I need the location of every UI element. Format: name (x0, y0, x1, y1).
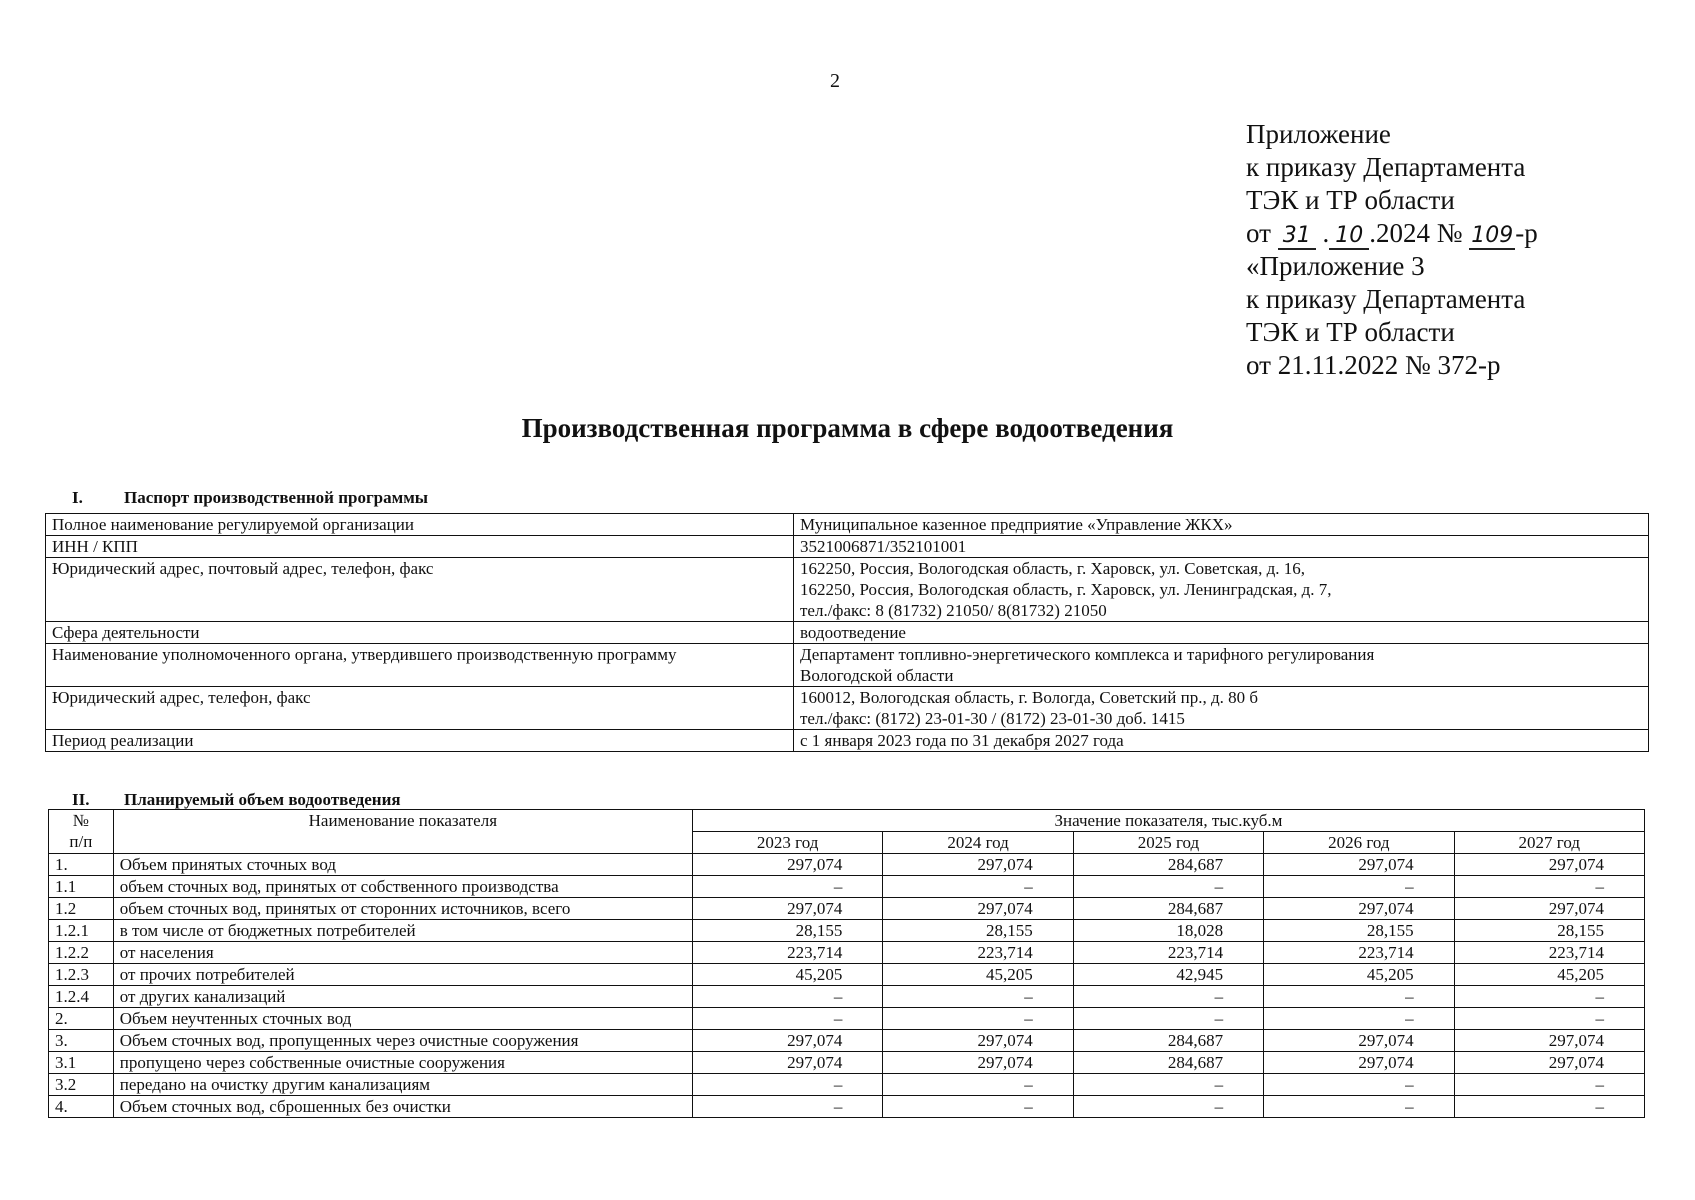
col-num-label-2: п/п (69, 832, 93, 851)
value-text: 223,714 (1167, 943, 1224, 962)
value-text: 297,074 (787, 1031, 843, 1050)
passport-value-line: водоотведение (800, 623, 906, 642)
value-cell (692, 898, 882, 920)
value-text: – (1595, 1009, 1604, 1028)
value-text: – (1214, 1097, 1224, 1116)
row-name: от прочих потребителей (113, 964, 692, 986)
value-cell (692, 1052, 882, 1074)
value-text: 297,074 (1548, 1031, 1604, 1050)
year-header: 2025 год (1073, 832, 1263, 854)
passport-value-line: тел./факс: (8172) 23-01-30 / (8172) 23-01-30 доб. 1415 (800, 709, 1185, 728)
value-text: – (1214, 1075, 1224, 1094)
appendix-date-line (1246, 217, 1538, 250)
value-cell (1454, 942, 1644, 964)
row-name: Объем принятых сточных вод (113, 854, 692, 876)
value-text: – (833, 987, 843, 1006)
value-text: 223,714 (1358, 943, 1414, 962)
row-number: 1.2.2 (49, 942, 114, 964)
row-name: в том числе от бюджетных потребителей (113, 920, 692, 942)
value-text: – (1595, 987, 1604, 1006)
value-text: 297,074 (977, 855, 1033, 874)
value-text: – (1024, 1009, 1033, 1028)
appendix-line: к приказу Департамента (1246, 284, 1526, 314)
document-title: Производственная программа в сфере водоотведения (521, 413, 1174, 443)
value-text: – (1405, 1075, 1414, 1094)
value-cell (1073, 1074, 1263, 1096)
passport-label: Период реализации (46, 730, 794, 752)
passport-label: ИНН / КПП (46, 536, 794, 558)
passport-value-line: тел./факс: 8 (81732) 21050/ 8(81732) 21050 (800, 601, 1107, 620)
row-name: от населения (113, 942, 692, 964)
value-text: 223,714 (1548, 943, 1604, 962)
appendix-line: Приложение (1246, 119, 1391, 149)
value-cell (1073, 898, 1263, 920)
value-text: 297,074 (1548, 855, 1604, 874)
value-text: 297,074 (1358, 1031, 1414, 1050)
value-cell (1264, 1030, 1454, 1052)
value-cell (1454, 1052, 1644, 1074)
section-title: Планируемый объем водоотведения (124, 790, 401, 809)
value-cell (883, 1096, 1073, 1118)
value-cell (1073, 942, 1263, 964)
value-cell (883, 1030, 1073, 1052)
value-cell (883, 942, 1073, 964)
passport-row (46, 644, 1649, 687)
table-row (49, 898, 1645, 920)
table-row (49, 986, 1645, 1008)
value-cell (692, 1008, 882, 1030)
value-cell (692, 1030, 882, 1052)
appendix-line: к приказу Департамента (1246, 152, 1526, 182)
passport-value-line: 162250, Россия, Вологодская область, г. Харовск, ул. Ленинградская, д. 7, (800, 580, 1332, 599)
section-number: II. (72, 790, 90, 809)
appendix-line: «Приложение 3 (1246, 251, 1425, 281)
value-text: – (1405, 877, 1414, 896)
value-cell (1264, 898, 1454, 920)
value-cell (1073, 1030, 1263, 1052)
table-row (49, 920, 1645, 942)
value-cell (883, 876, 1073, 898)
value-cell (1264, 876, 1454, 898)
appendix-line: ТЭК и ТР области (1246, 317, 1455, 347)
value-cell (1264, 942, 1454, 964)
value-text: 42,945 (1176, 965, 1224, 984)
table-row (49, 1074, 1645, 1096)
date-dot: . (1322, 218, 1330, 248)
passport-table (45, 513, 1649, 752)
value-text: 45,205 (795, 965, 843, 984)
row-name: передано на очистку другим канализациям (113, 1074, 692, 1096)
value-cell (692, 1074, 882, 1096)
value-cell (692, 986, 882, 1008)
handwritten-month: 10 (1329, 224, 1369, 250)
row-name: пропущено через собственные очистные сооружения (113, 1052, 692, 1074)
passport-value (794, 644, 1649, 687)
passport-label: Сфера деятельности (46, 622, 794, 644)
row-name: от других канализаций (113, 986, 692, 1008)
value-cell (1264, 964, 1454, 986)
table-row (49, 964, 1645, 986)
passport-value (794, 730, 1649, 752)
value-cell (1264, 920, 1454, 942)
value-cell (1073, 920, 1263, 942)
value-cell (1073, 986, 1263, 1008)
value-text: 297,074 (1548, 1053, 1604, 1072)
row-number: 1.2.3 (49, 964, 114, 986)
table-row (49, 1030, 1645, 1052)
value-text: 45,205 (986, 965, 1033, 984)
row-name: Объем неучтенных сточных вод (113, 1008, 692, 1030)
year-header: 2023 год (692, 832, 882, 854)
value-cell (692, 1096, 882, 1118)
value-text: – (1405, 987, 1414, 1006)
value-text: – (833, 1009, 843, 1028)
passport-row (46, 514, 1649, 536)
value-cell (1073, 1052, 1263, 1074)
value-cell (1264, 1008, 1454, 1030)
year-header: 2026 год (1264, 832, 1454, 854)
value-text: 28,155 (1366, 921, 1414, 940)
row-number: 3.1 (49, 1052, 114, 1074)
value-text: 28,155 (795, 921, 843, 940)
value-text: 223,714 (787, 943, 843, 962)
value-text: 297,074 (787, 899, 843, 918)
value-cell (1073, 854, 1263, 876)
value-text: 297,074 (1358, 899, 1414, 918)
row-name: Объем сточных вод, сброшенных без очистки (113, 1096, 692, 1118)
value-text: – (1595, 877, 1604, 896)
value-cell (1454, 964, 1644, 986)
value-text: – (1024, 877, 1033, 896)
passport-value-line: Департамент топливно-энергетического комплекса и тарифного регулирования (800, 645, 1375, 664)
passport-value (794, 514, 1649, 536)
value-cell (692, 854, 882, 876)
value-cell (1264, 1074, 1454, 1096)
page-number: 2 (830, 70, 840, 92)
value-text: 297,074 (787, 855, 843, 874)
passport-row (46, 536, 1649, 558)
value-text: 297,074 (977, 1053, 1033, 1072)
row-number: 1. (49, 854, 114, 876)
value-text: 45,205 (1366, 965, 1414, 984)
value-text: 297,074 (977, 899, 1033, 918)
passport-value-line: с 1 января 2023 года по 31 декабря 2027 года (800, 731, 1124, 750)
value-text: 284,687 (1167, 855, 1224, 874)
table-row (49, 876, 1645, 898)
value-text: 297,074 (977, 1031, 1033, 1050)
value-text: – (1595, 1075, 1604, 1094)
value-text: – (1595, 1097, 1604, 1116)
col-num-label: № (72, 811, 89, 830)
row-number: 2. (49, 1008, 114, 1030)
value-cell (1454, 1008, 1644, 1030)
value-cell (692, 964, 882, 986)
passport-value (794, 622, 1649, 644)
value-text: 28,155 (1557, 921, 1604, 940)
passport-value-line: Вологодской области (800, 666, 954, 685)
value-text: 284,687 (1167, 1031, 1224, 1050)
value-cell (1454, 1074, 1644, 1096)
table-row (49, 1096, 1645, 1118)
row-name: Объем сточных вод, пропущенных через очистные сооружения (113, 1030, 692, 1052)
value-cell (1073, 1096, 1263, 1118)
value-text: 297,074 (1358, 1053, 1414, 1072)
value-text: 223,714 (977, 943, 1033, 962)
value-text: – (1024, 1097, 1033, 1116)
appendix-line: от 21.11.2022 № 372-р (1246, 350, 1501, 380)
value-cell (1454, 986, 1644, 1008)
appendix-line: ТЭК и ТР области (1246, 185, 1455, 215)
row-number: 1.2.4 (49, 986, 114, 1008)
value-text: – (1214, 877, 1224, 896)
passport-label: Юридический адрес, почтовый адрес, телефон, факс (46, 558, 794, 622)
col-name-header: Наименование показателя (113, 810, 692, 854)
col-value-header: Значение показателя, тыс.куб.м (692, 810, 1644, 832)
volume-table (48, 809, 1645, 1118)
value-text: 18,028 (1176, 921, 1224, 940)
value-cell (883, 1074, 1073, 1096)
passport-value-line: 162250, Россия, Вологодская область, г. Харовск, ул. Советская, д. 16, (800, 559, 1306, 578)
table-row (49, 854, 1645, 876)
value-text: – (833, 1097, 843, 1116)
passport-row (46, 622, 1649, 644)
value-text: 284,687 (1167, 899, 1224, 918)
passport-row (46, 558, 1649, 622)
order-suffix: -р (1515, 218, 1538, 248)
value-text: – (833, 877, 843, 896)
table-row (49, 942, 1645, 964)
value-text: 297,074 (1358, 855, 1414, 874)
value-cell (692, 920, 882, 942)
value-cell (1264, 986, 1454, 1008)
row-name: объем сточных вод, принятых от собственного производства (113, 876, 692, 898)
value-cell (1454, 1030, 1644, 1052)
value-cell (1073, 876, 1263, 898)
value-cell (1454, 854, 1644, 876)
value-cell (692, 876, 882, 898)
passport-value-line: 3521006871/352101001 (800, 537, 967, 556)
value-text: 284,687 (1167, 1053, 1224, 1072)
value-cell (883, 1052, 1073, 1074)
value-cell (1454, 876, 1644, 898)
value-cell (883, 964, 1073, 986)
date-year: .2024 № (1369, 218, 1463, 248)
row-number: 3.2 (49, 1074, 114, 1096)
value-text: – (1405, 1097, 1414, 1116)
value-cell (883, 854, 1073, 876)
section-number: I. (72, 488, 83, 507)
table-row (49, 1052, 1645, 1074)
value-text: – (1024, 1075, 1033, 1094)
value-cell (883, 898, 1073, 920)
date-prefix: от (1246, 218, 1271, 248)
value-cell (1073, 964, 1263, 986)
col-num-header (49, 810, 114, 854)
value-text: – (1214, 1009, 1224, 1028)
passport-label: Полное наименование регулируемой организации (46, 514, 794, 536)
handwritten-day: 31 (1278, 224, 1316, 250)
row-number: 3. (49, 1030, 114, 1052)
value-text: – (1024, 987, 1033, 1006)
year-header: 2024 год (883, 832, 1073, 854)
value-text: 297,074 (787, 1053, 843, 1072)
value-cell (1264, 854, 1454, 876)
value-cell (1073, 1008, 1263, 1030)
value-text: 297,074 (1548, 899, 1604, 918)
row-number: 1.1 (49, 876, 114, 898)
value-cell (883, 1008, 1073, 1030)
year-header: 2027 год (1454, 832, 1644, 854)
section-title: Паспорт производственной программы (124, 488, 429, 507)
passport-value (794, 687, 1649, 730)
value-cell (1264, 1096, 1454, 1118)
passport-value-line: Муниципальное казенное предприятие «Управление ЖКХ» (800, 515, 1233, 534)
value-text: – (1405, 1009, 1414, 1028)
section-1-heading (72, 488, 428, 508)
passport-row (46, 687, 1649, 730)
row-number: 1.2.1 (49, 920, 114, 942)
passport-value-line: 160012, Вологодская область, г. Вологда, Советский пр., д. 80 б (800, 688, 1259, 707)
passport-label: Юридический адрес, телефон, факс (46, 687, 794, 730)
value-cell (883, 986, 1073, 1008)
value-cell (1454, 898, 1644, 920)
passport-value (794, 536, 1649, 558)
value-text: 28,155 (986, 921, 1033, 940)
value-text: – (833, 1075, 843, 1094)
section-2-heading (72, 790, 401, 810)
value-text: 45,205 (1557, 965, 1604, 984)
passport-row (46, 730, 1649, 752)
row-number: 1.2 (49, 898, 114, 920)
row-number: 4. (49, 1096, 114, 1118)
value-cell (1454, 920, 1644, 942)
passport-label: Наименование уполномоченного органа, утвердившего производственную программу (46, 644, 794, 687)
handwritten-order-number: 109 (1471, 223, 1514, 248)
table-row (49, 1008, 1645, 1030)
value-cell (883, 920, 1073, 942)
row-name: объем сточных вод, принятых от сторонних источников, всего (113, 898, 692, 920)
passport-value (794, 558, 1649, 622)
value-cell (692, 942, 882, 964)
value-text: – (1214, 987, 1224, 1006)
appendix-block (1246, 118, 1538, 382)
value-cell (1454, 1096, 1644, 1118)
value-cell (1264, 1052, 1454, 1074)
